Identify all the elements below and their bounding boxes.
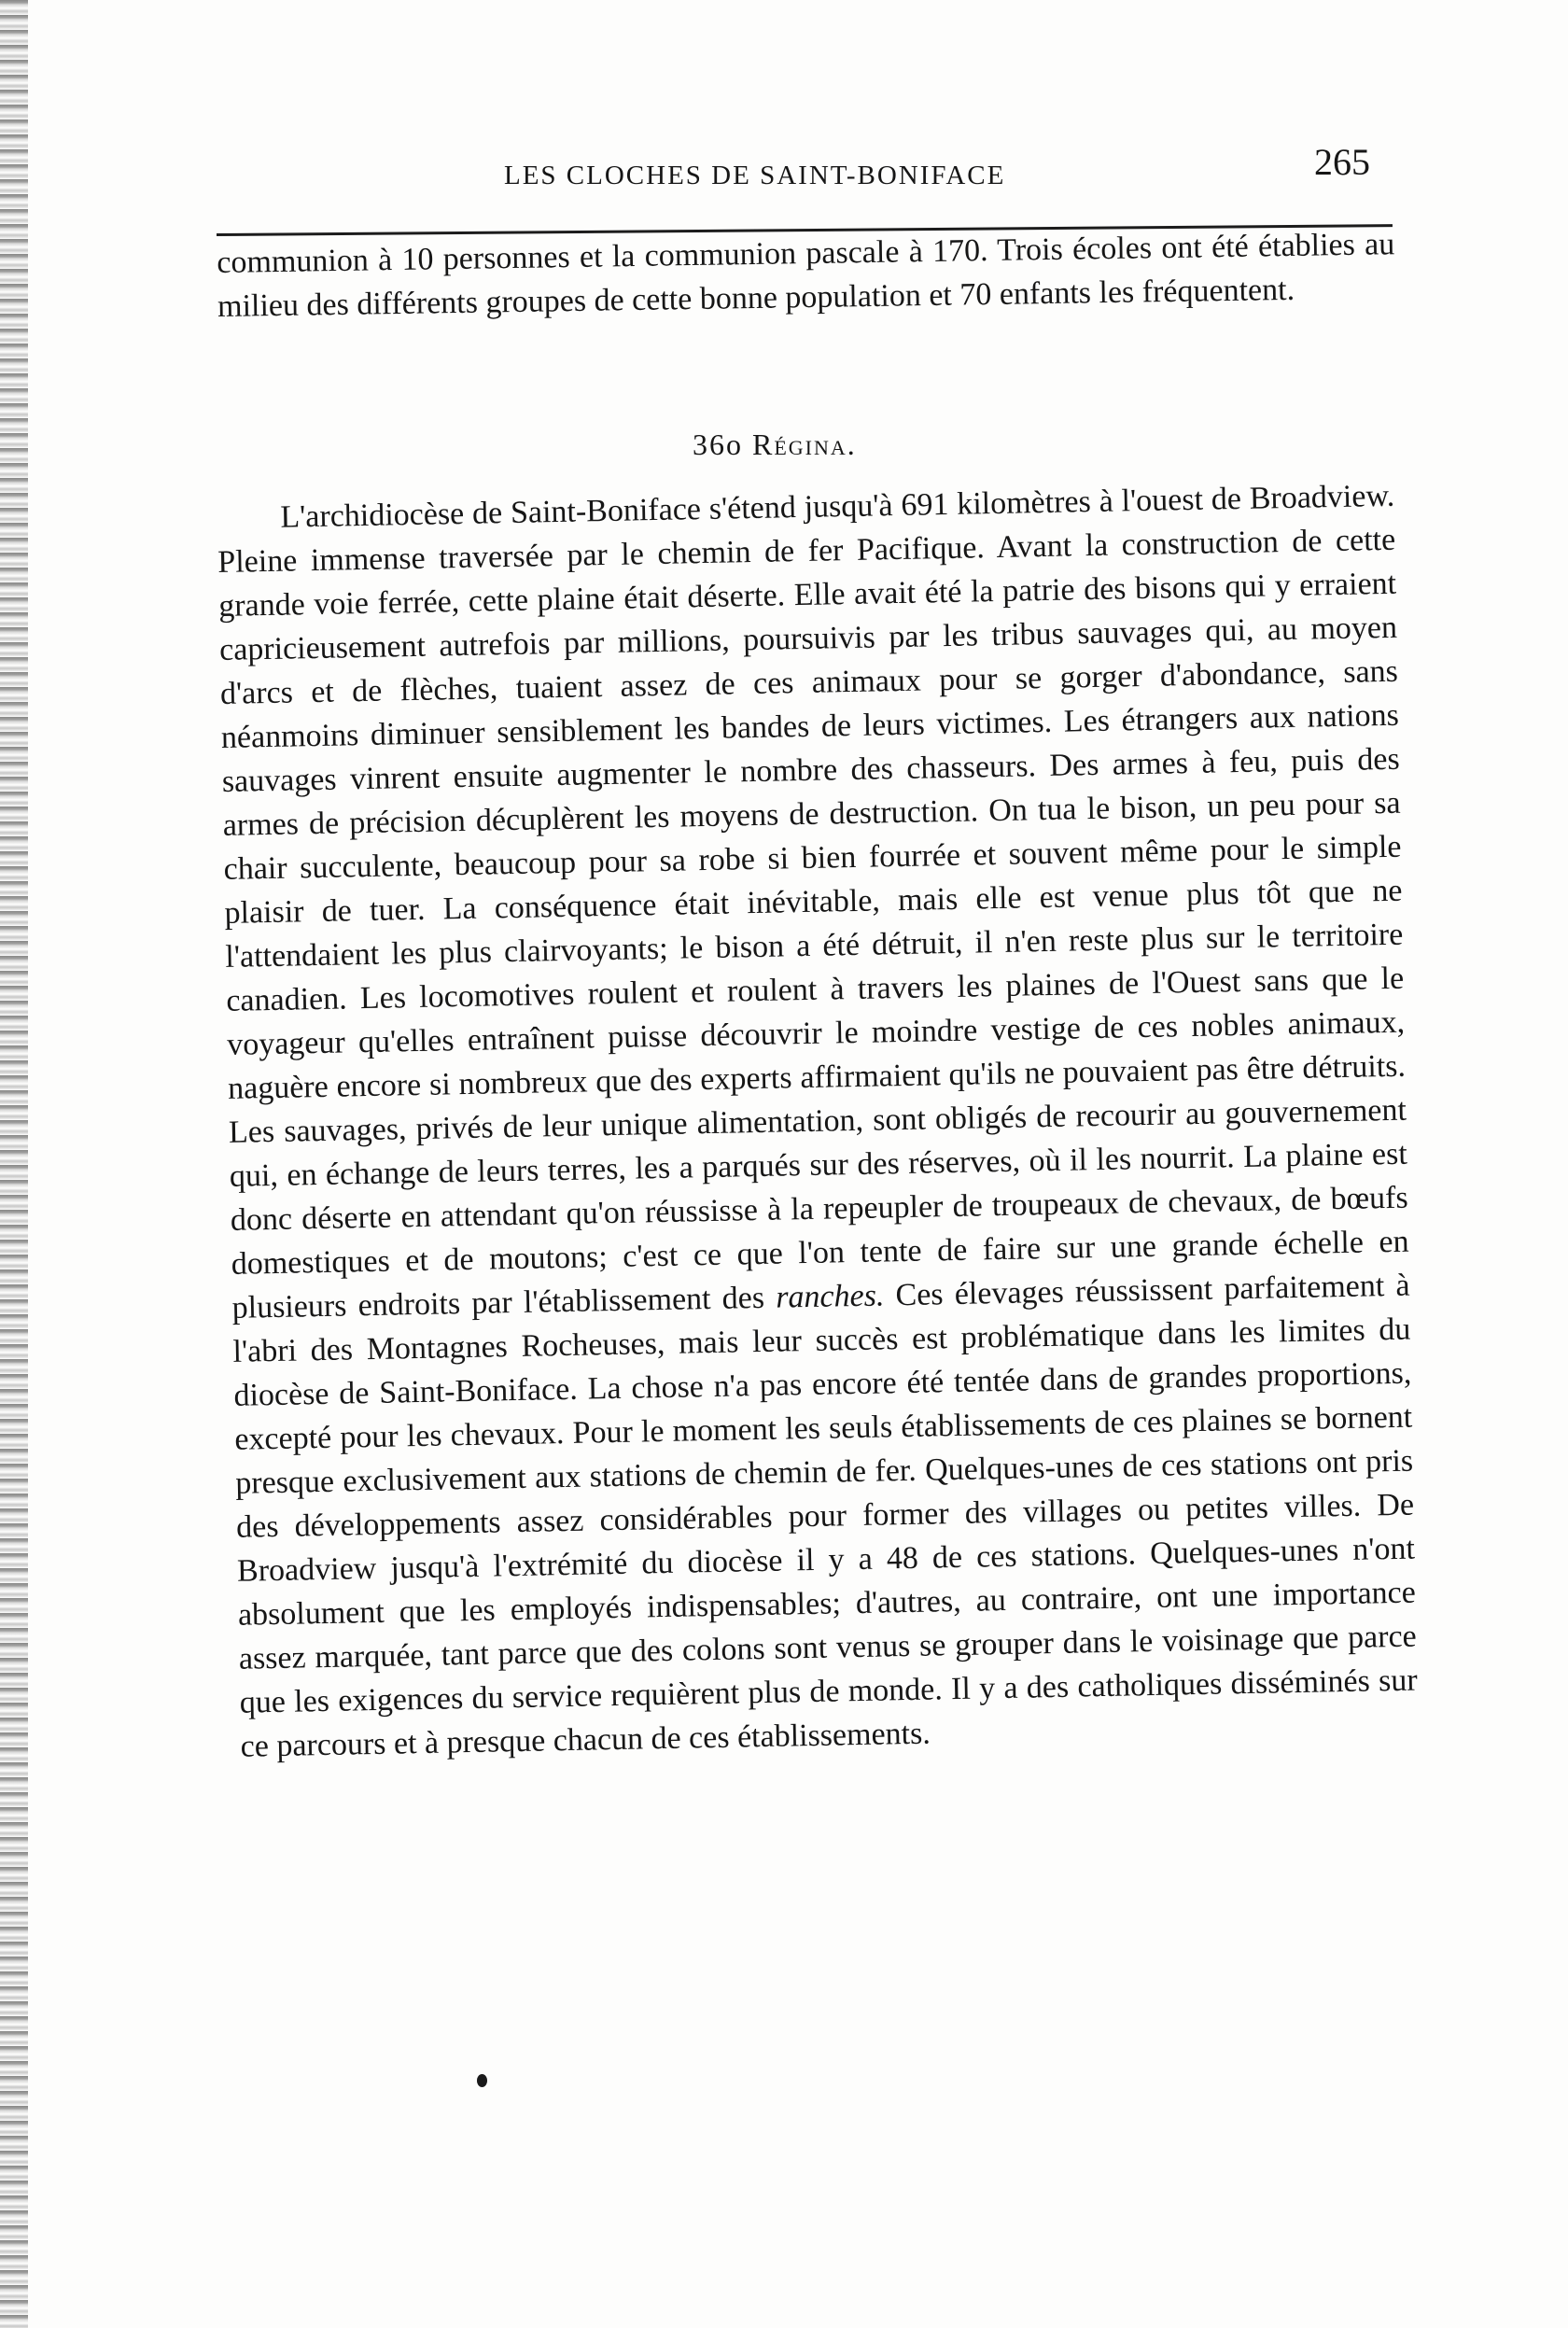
section-title: Régina. bbox=[752, 428, 857, 461]
body-paragraph bbox=[217, 474, 1419, 1769]
italic-term: ranches. bbox=[775, 1278, 885, 1315]
body-paragraph-text bbox=[217, 474, 1419, 1769]
ink-dot bbox=[477, 2074, 487, 2087]
running-title: LES CLOCHES DE SAINT-BONIFACE bbox=[504, 161, 1006, 190]
section-heading bbox=[693, 428, 857, 462]
continued-paragraph bbox=[217, 222, 1395, 329]
page-number: 265 bbox=[1314, 141, 1370, 183]
body-text-part-2: Ces élevages réussissent parfaitement à l'abri des Montagnes Rocheuses, mais leur succès est problématique dans les limites du diocèse de Saint-Boniface. La chose n'a pas encore été tentée dans de grandes proportions, excepté pour les chevaux. Pour le moment les seuls établissements de ces plaines se bornent presque exclusivement aux stations de chemin de fer. Quelques-unes de ces stations ont pris des développements assez considérables pour former des villages ou petites villes. De Broadview jusqu'à l'extrémité du diocèse il y a 48 de ces stations. Quelques-unes n'ont absolument que les employés indispensables; d'autres, au contraire, ont une importance assez marquée, tant parce que des colons sont venus se grouper dans le voisinage que parce que les exigences du service requièrent plus de monde. Il y a des catholiques disséminés sur ce parcours et à presque chacun de ces établissements. bbox=[232, 1268, 1418, 1764]
continued-paragraph-text: communion à 10 personnes et la communion pascale à 170. Trois écoles ont été établies au milieu des différents groupes de cette bonne population et 70 enfants les fréquentent. bbox=[217, 227, 1395, 324]
section-number: 36o bbox=[693, 428, 743, 461]
binding-edge bbox=[0, 0, 28, 2328]
body-text-part-1: L'archidiocèse de Saint-Boniface s'étend jusqu'à 691 kilomètres à l'ouest de Broadview. Pleine immense traversée par le chemin de fer Pacifique. Avant la construction de cette grande voie ferrée, cette plaine était déserte. Elle avait été la patrie des bisons qui y erraient capricieusement autrefois par millions, poursuivis par les tribus sauvages qui, au moyen d'arcs et de flèches, tuaient assez de ces animaux pour se gorger d'abondance, sans néanmoins diminuer sensiblement les bandes de leurs victimes. Les étrangers aux nations sauvages vinrent ensuite augmenter le nombre des chasseurs. Des armes à feu, puis des armes de précision décuplèrent les moyens de destruction. On tua le bison, un peu pour sa chair succulente, beaucoup pour sa robe si bien fourrée et souvent même pour le simple plaisir de tuer. La conséquence était inévitable, mais elle est venue plus tôt que ne l'attendaient les plus clairvoyants; le bison a été détruit, il n'en reste plus sur le territoire canadien. Les locomotives roulent et roulent à travers les plaines de l'Ouest sans que le voyageur qu'elles entraînent puisse découvrir le moindre vestige de ces nobles animaux, naguère encore si nombreux que des experts affirmaient qu'ils ne pouvaient pas être détruits. Les sauvages, privés de leur unique alimentation, sont obligés de recourir au gouvernement qui, en échange de leurs terres, les a parqués sur des réserves, où il les nourrit. La plaine est donc déserte en attendant qu'on réussisse à la repeupler de troupeaux de chevaux, de bœufs domestiques et de moutons; c'est ce que l'on tente de faire sur une grande échelle en plusieurs endroits par l'établissement des bbox=[217, 478, 1409, 1325]
